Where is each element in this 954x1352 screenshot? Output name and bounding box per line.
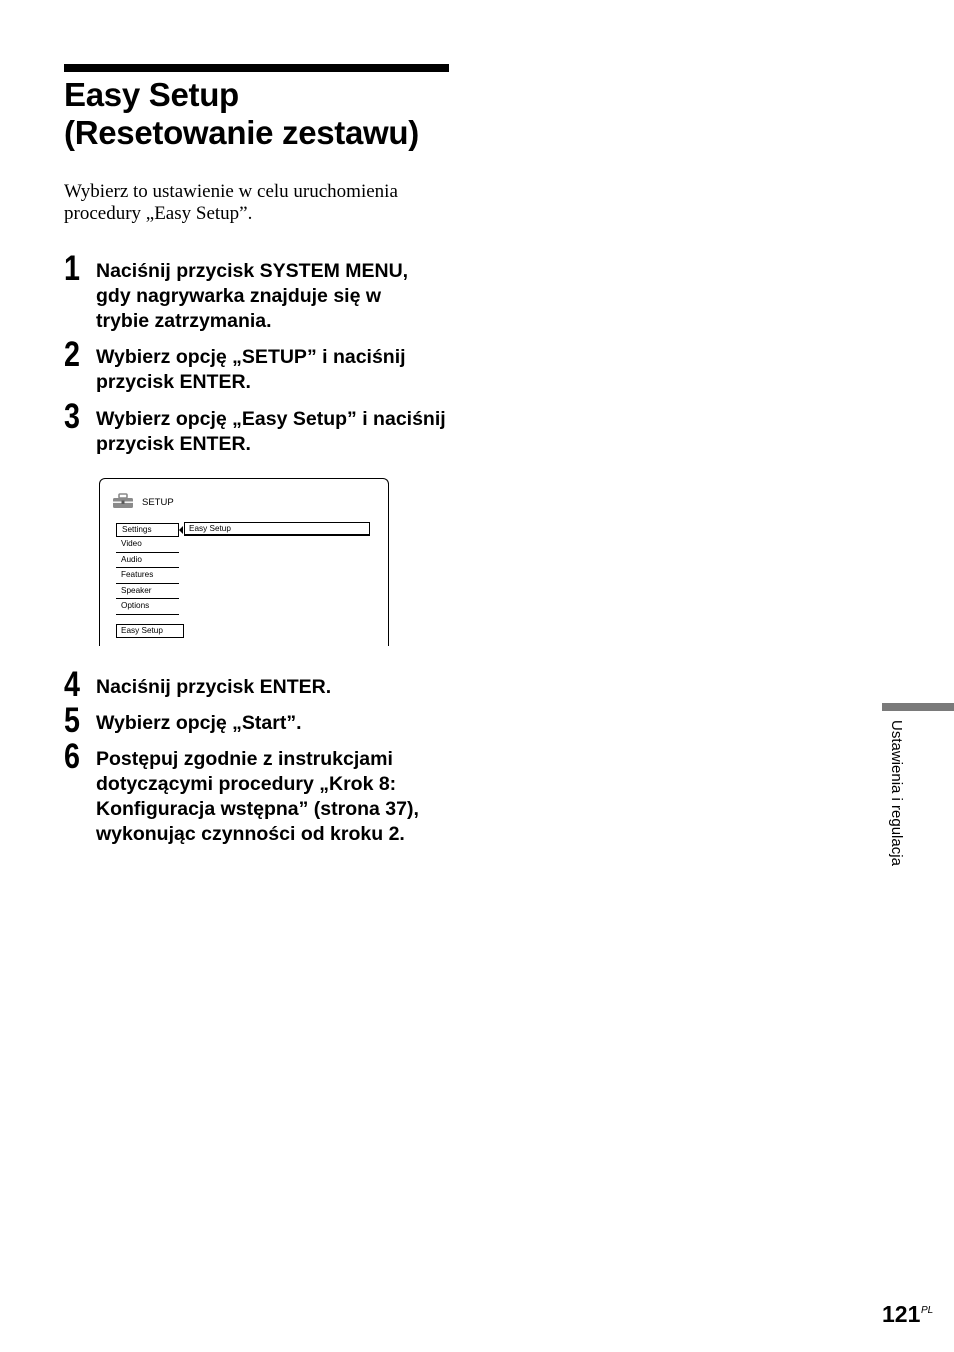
setup-menu-item-label: Options xyxy=(121,601,150,610)
step-6-line-2: dotyczącymi procedury „Krok 8: xyxy=(96,773,397,795)
section-tab-bar xyxy=(882,703,954,711)
setup-menu-item-label: Settings xyxy=(122,525,152,534)
page-number: 121 xyxy=(882,1301,921,1327)
setup-screen-illustration xyxy=(99,478,389,646)
step-5-text xyxy=(96,711,466,736)
title-rule xyxy=(64,64,449,72)
setup-menu-item-label: Video xyxy=(121,539,142,548)
step-2-number: 2 xyxy=(64,335,80,374)
step-2-line-2: przycisk ENTER. xyxy=(96,371,251,393)
intro-paragraph xyxy=(64,181,454,225)
setup-selected-option[interactable]: Easy Setup xyxy=(184,522,370,536)
step-4-line-1: Naciśnij przycisk ENTER. xyxy=(96,676,332,698)
step-6-text xyxy=(96,747,466,847)
setup-menu-item-label: Audio xyxy=(121,554,142,564)
intro-line-1: Wybierz to ustawienie w celu uruchomienia xyxy=(64,181,398,202)
step-6-line-4: wykonując czynności od kroku 2. xyxy=(96,823,405,845)
step-3-line-1: Wybierz opcję „Easy Setup” i naciśnij xyxy=(96,408,446,430)
step-6-line-3: Konfiguracja wstępna” (strona 37), xyxy=(96,798,419,820)
step-3-number: 3 xyxy=(64,397,80,436)
step-4-number: 4 xyxy=(64,665,80,704)
setup-easy-setup-item[interactable]: Easy Setup xyxy=(116,624,184,638)
step-4-text xyxy=(96,675,466,700)
section-tab-label: Ustawienia i regulacja xyxy=(888,720,905,866)
setup-menu-item-audio[interactable] xyxy=(116,554,179,569)
setup-menu-item-video[interactable] xyxy=(116,538,179,553)
page-title-line-2: (Resetowanie zestawu) xyxy=(64,114,419,151)
triangle-left-icon xyxy=(179,526,183,534)
setup-screen-title: SETUP xyxy=(142,497,174,508)
setup-menu-item-label: Speaker xyxy=(121,585,152,595)
step-6-number: 6 xyxy=(64,737,80,776)
step-1-text xyxy=(96,259,466,334)
step-3-line-2: przycisk ENTER. xyxy=(96,433,251,455)
step-1-line-1: Naciśnij przycisk SYSTEM MENU, xyxy=(96,260,409,282)
setup-menu-item-options[interactable] xyxy=(116,600,179,615)
step-3-text xyxy=(96,407,466,457)
step-1-line-2: gdy nagrywarka znajduje się w xyxy=(96,285,382,307)
page-title xyxy=(64,76,464,152)
step-2-line-1: Wybierz opcję „SETUP” i naciśnij xyxy=(96,346,406,368)
page-language-suffix: PL xyxy=(921,1305,934,1316)
step-2-text xyxy=(96,345,466,395)
setup-menu-item-label: Features xyxy=(121,570,154,579)
step-5-number: 5 xyxy=(64,701,80,740)
page-title-line-1: Easy Setup xyxy=(64,76,239,113)
setup-menu-item-features[interactable] xyxy=(116,569,179,584)
step-6-line-1: Postępuj zgodnie z instrukcjami xyxy=(96,748,393,770)
setup-menu-item-settings[interactable] xyxy=(116,523,179,537)
step-5-line-1: Wybierz opcję „Start”. xyxy=(96,712,302,734)
step-1-line-3: trybie zatrzymania. xyxy=(96,310,272,332)
setup-menu xyxy=(116,523,179,616)
setup-menu-item-speaker[interactable] xyxy=(116,585,179,600)
intro-line-2: procedury „Easy Setup”. xyxy=(64,203,253,224)
step-1-number: 1 xyxy=(64,249,80,288)
toolbox-icon xyxy=(112,493,134,509)
